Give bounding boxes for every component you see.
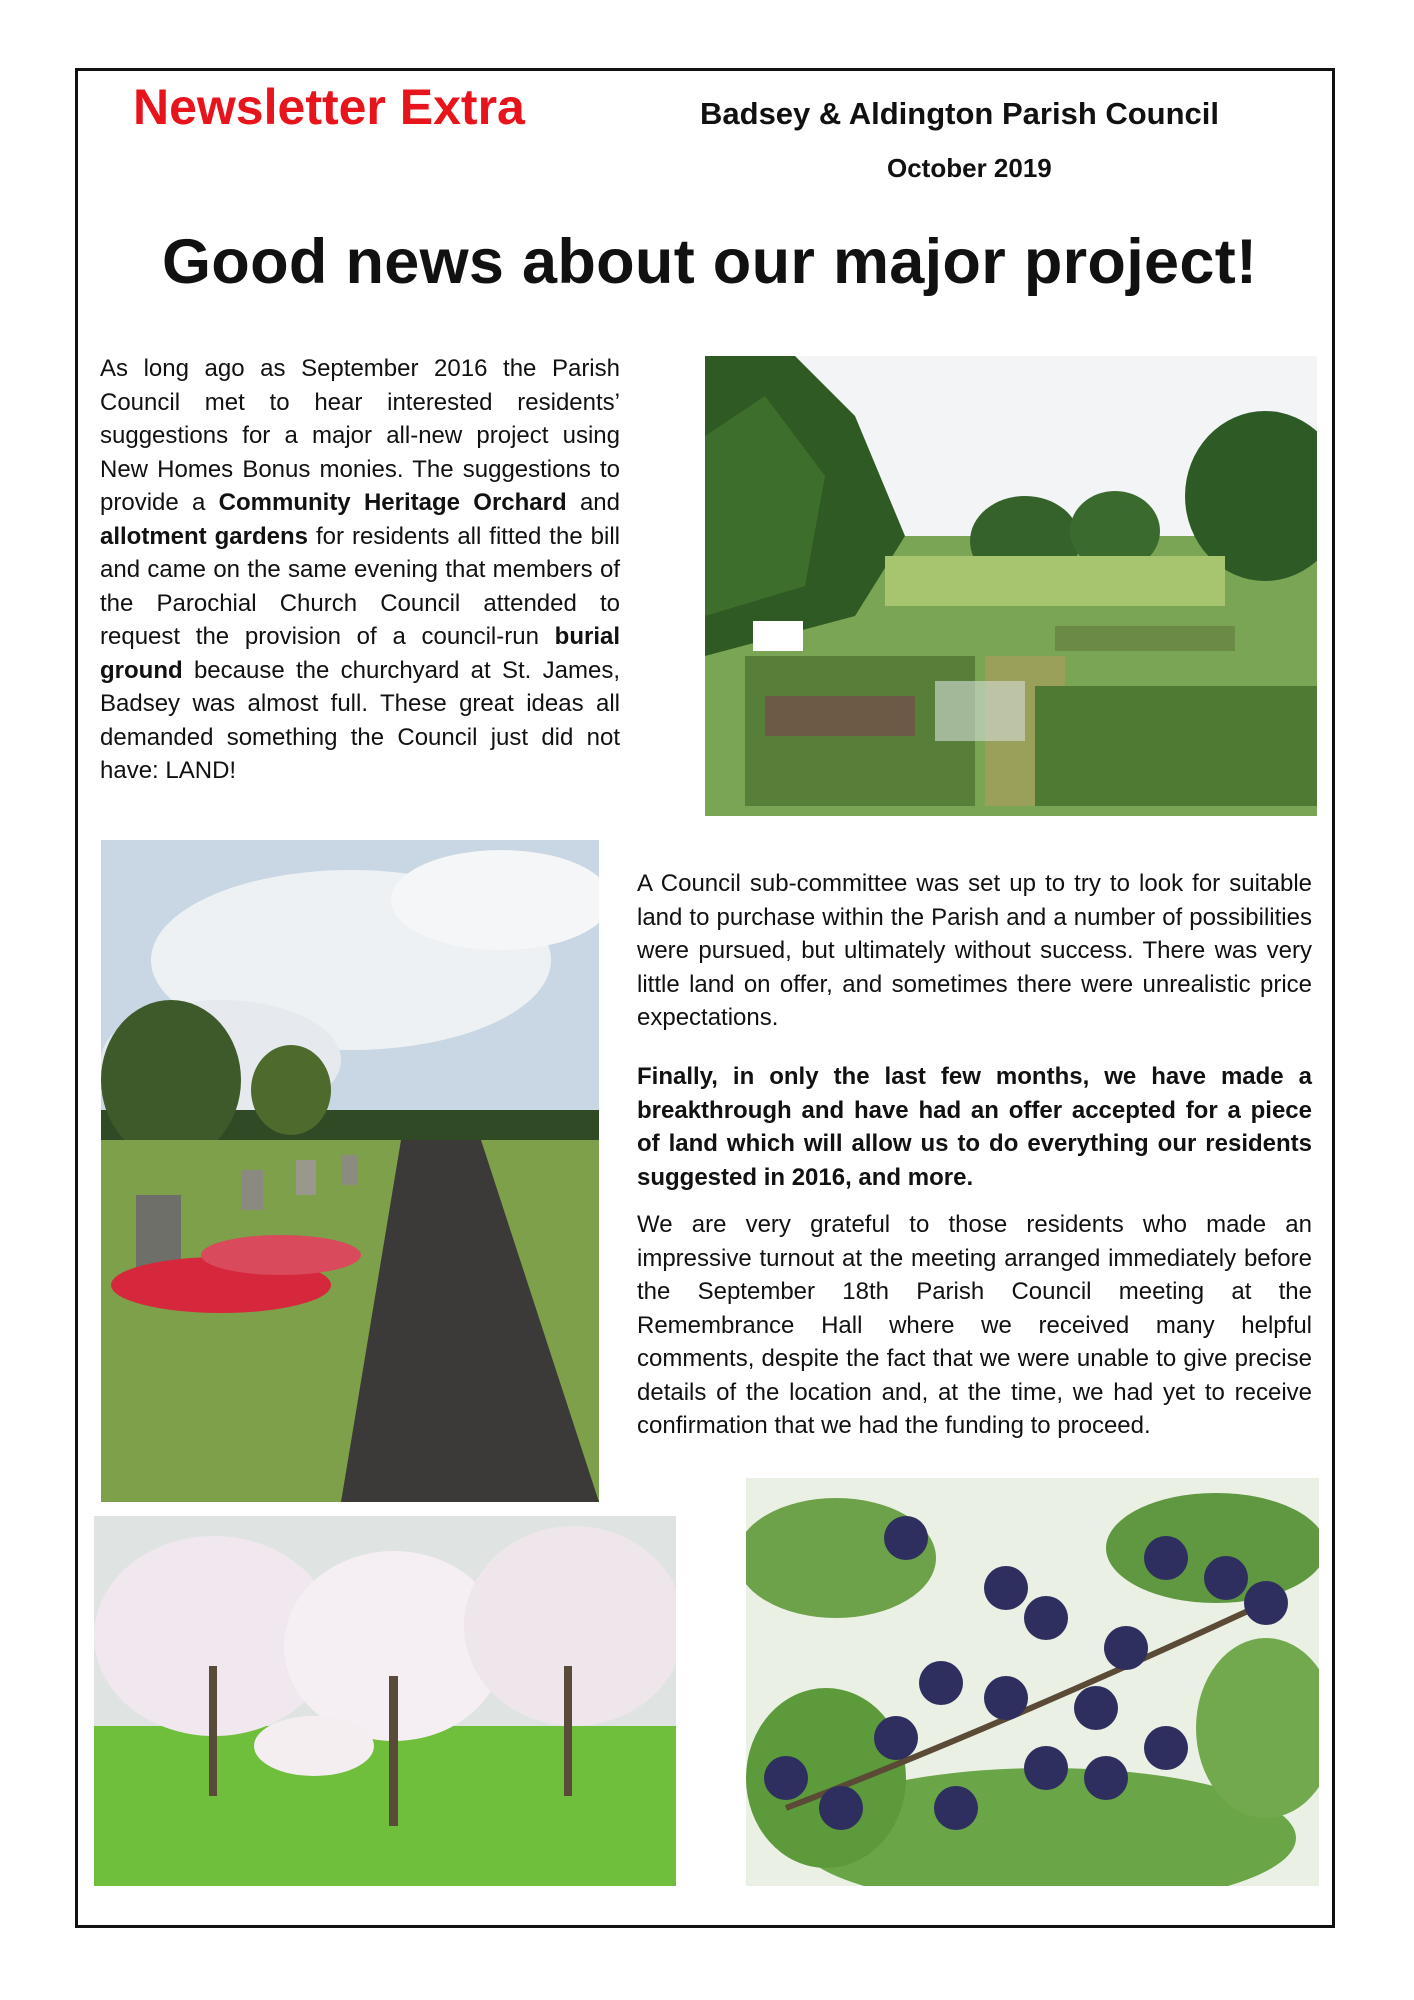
issue-date: October 2019 [887,153,1052,183]
burial-ground-photo [101,840,599,1502]
allotment-photo [705,356,1317,816]
orchard-blossom-photo [94,1516,676,1886]
intro-paragraph: As long ago as September 2016 the Parish Council met to hear interested residents’ suggestions for a major all-new project using New Homes Bonus monies. The suggestions to provide a Community Heritage Orchard and allotment gardens for residents all fitted the bill and came on the same evening that members of the Parochial Church Council attended to request the provision of a council-run burial ground because the churchyard at St. James, Badsey was almost full. These great ideas all demanded something the Council just did not have: LAND! [100,355,620,784]
newsletter-title: Newsletter Extra [133,79,525,135]
thanks-paragraph: We are very grateful to those residents who made an impressive turnout at the meeting arranged immediately before the September 18th Parish Council meeting at the Remembrance Hall where we received many helpful comments, despite the fact that we were unable to give precise details of the location and, at the time, we had yet to receive confirmation that we had the funding to proceed. [637,1211,1312,1439]
subcommittee-paragraph: A Council sub-committee was set up to try to look for suitable land to purchase within the Parish and a number of possibilities were pursued, but ultimately without success. There was very little land on offer, and sometimes there were unrealistic price expectations. [637,870,1312,1031]
page-headline: Good news about our major project! [162,227,1258,297]
organisation-name: Badsey & Aldington Parish Council [700,96,1220,131]
plum-branch-photo [746,1478,1319,1886]
breakthrough-paragraph: Finally, in only the last few months, we have made a breakthrough and have had an offer accepted for a piece of land which will allow us to do everything our residents suggested in 2016, and more. [637,1063,1312,1191]
